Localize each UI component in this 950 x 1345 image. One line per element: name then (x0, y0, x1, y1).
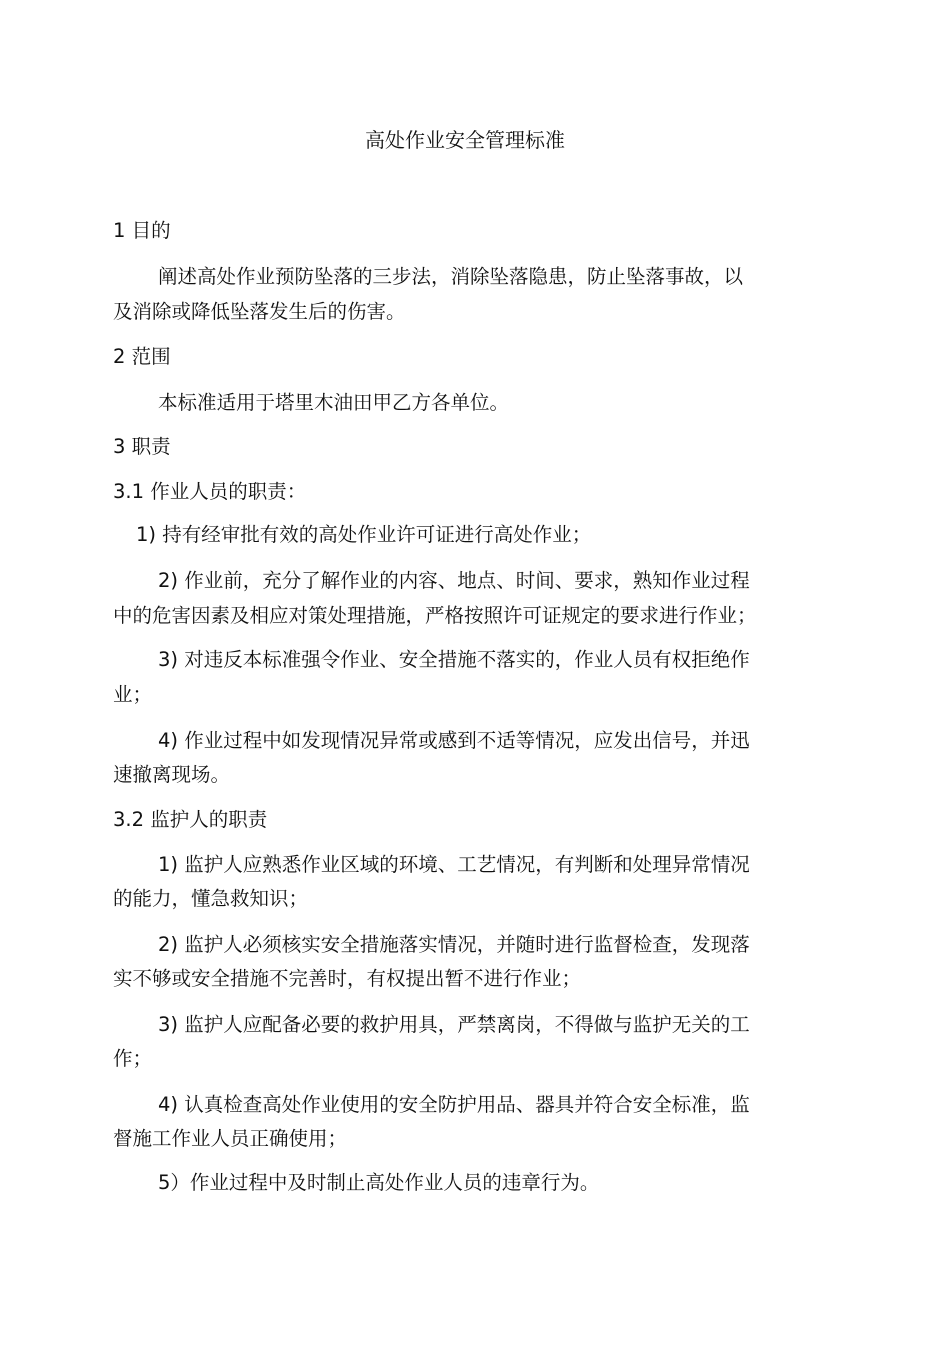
section-2-heading: 2 范围 (113, 345, 171, 368)
section-3-2-item-3-line-1: 3) 监护人应配备必要的救护用具，严禁离岗，不得做与监护无关的工 (158, 1013, 750, 1036)
section-3-2-heading: 3.2 监护人的职责 (113, 808, 268, 831)
section-3-1-item-4-line-2: 速撤离现场。 (113, 763, 231, 786)
section-3-1-item-3-line-2: 业； (113, 683, 153, 706)
section-2-text: 本标准适用于塔里木油田甲乙方各单位。 (158, 391, 510, 414)
section-3-heading: 3 职责 (113, 435, 171, 458)
section-3-1-item-3-line-1: 3) 对违反本标准强令作业、安全措施不落实的，作业人员有权拒绝作 (158, 648, 750, 671)
section-3-2-item-3-line-2: 作； (113, 1047, 153, 1070)
section-3-1-heading: 3.1 作业人员的职责： (113, 480, 307, 503)
section-3-1-item-2-line-1: 2) 作业前，充分了解作业的内容、地点、时间、要求，熟知作业过程 (158, 569, 750, 592)
section-3-1-item-2-line-2: 中的危害因素及相应对策处理措施，严格按照许可证规定的要求进行作业； (113, 604, 757, 627)
document-title: 高处作业安全管理标准 (365, 128, 565, 152)
section-3-2-item-1-line-1: 1) 监护人应熟悉作业区域的环境、工艺情况，有判断和处理异常情况 (158, 853, 750, 876)
section-3-2-item-4-line-2: 督施工作业人员正确使用； (113, 1127, 348, 1150)
section-1-text-line-1: 阐述高处作业预防坠落的三步法，消除坠落隐患，防止坠落事故，以 (158, 265, 744, 288)
section-3-2-item-4-line-1: 4) 认真检查高处作业使用的安全防护用品、器具并符合安全标准，监 (158, 1093, 750, 1116)
section-3-2-item-1-line-2: 的能力，懂急救知识； (113, 887, 309, 910)
section-3-2-item-5: 5）作业过程中及时制止高处作业人员的违章行为。 (158, 1171, 600, 1194)
section-3-1-item-4-line-1: 4) 作业过程中如发现情况异常或感到不适等情况，应发出信号，并迅 (158, 729, 750, 752)
section-1-text-line-2: 及消除或降低坠落发生后的伤害。 (113, 300, 406, 323)
section-1-heading: 1 目的 (113, 219, 171, 242)
section-3-2-item-2-line-1: 2) 监护人必须核实安全措施落实情况，并随时进行监督检查，发现落 (158, 933, 750, 956)
section-3-2-item-2-line-2: 实不够或安全措施不完善时，有权提出暂不进行作业； (113, 967, 582, 990)
section-3-1-item-1: 1) 持有经审批有效的高处作业许可证进行高处作业； (136, 523, 592, 546)
